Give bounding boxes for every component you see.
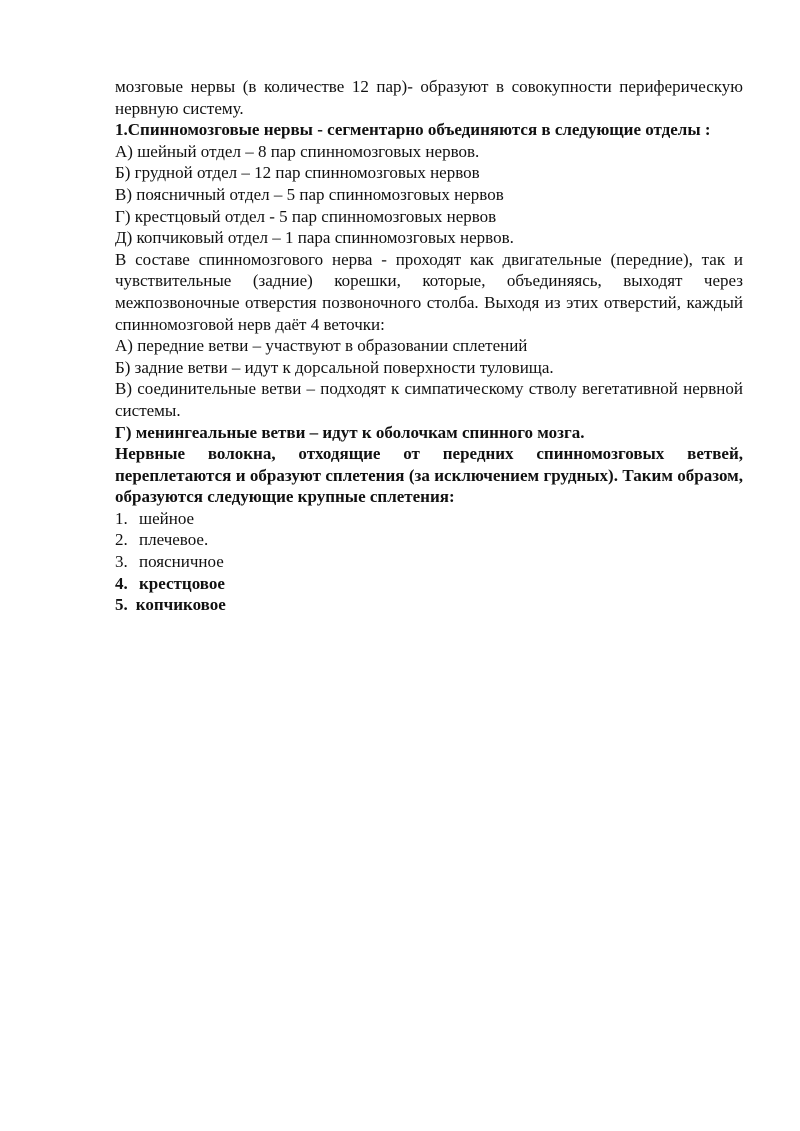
list-item bbox=[115, 551, 743, 573]
list-item bbox=[115, 573, 743, 595]
intro-paragraph: мозговые нервы (в количестве 12 пар)- образуют в совокупности периферическую нервную систему. bbox=[115, 77, 743, 118]
division-cervical: А) шейный отдел – 8 пар спинномозговых нервов. bbox=[115, 141, 480, 161]
list-item-text: шейное bbox=[139, 508, 195, 528]
branch-meningeal: Г) менингеальные ветви – идут к оболочкам спинного мозга. bbox=[115, 422, 585, 442]
division-thoracic: Б) грудной отдел – 12 пар спинномозговых нервов bbox=[115, 163, 480, 183]
list-item bbox=[115, 594, 743, 616]
division-coccygeal: Д) копчиковый отдел – 1 пара спинномозговых нервов. bbox=[115, 228, 514, 248]
nerve-composition-paragraph: В составе спинномозгового нерва - проходят как двигательные (передние), так и чувствительные (задние) корешки, которые, объединяясь, выходят через межпозвоночные отверстия позвоночного столба. Выходя из этих отверстий, каждый спинномозговой нерв даёт 4 веточки: bbox=[115, 249, 743, 334]
list-item bbox=[115, 529, 743, 551]
plexus-list bbox=[115, 508, 743, 616]
division-lumbar: В) поясничный отдел – 5 пар спинномозговых нервов bbox=[115, 184, 504, 204]
plexus-intro-paragraph: Нервные волокна, отходящие от передних спинномозговых ветвей, переплетаются и образуют сплетения (за исключением грудных). Таким образом, образуются следующие крупные сплетения: bbox=[115, 444, 743, 507]
list-item-number: 5. bbox=[115, 595, 128, 615]
list-item-number: 2. bbox=[115, 530, 128, 550]
document-page bbox=[115, 76, 743, 616]
section-heading-spinal-nerves: 1.Спинномозговые нервы - сегментарно объединяются в следующие отделы : bbox=[115, 120, 711, 140]
list-item-number: 4. bbox=[115, 573, 128, 593]
branch-communicating: В) соединительные ветви – подходят к симпатическому стволу вегетативной нервной системы. bbox=[115, 379, 743, 420]
branch-posterior: Б) задние ветви – идут к дорсальной поверхности туловища. bbox=[115, 357, 554, 377]
list-item-number: 3. bbox=[115, 552, 128, 572]
list-item-text: копчиковое bbox=[135, 595, 226, 615]
list-item-text: крестцовое bbox=[139, 573, 225, 593]
list-item-number: 1. bbox=[115, 508, 128, 528]
division-sacral: Г) крестцовый отдел - 5 пар спинномозговых нервов bbox=[115, 206, 497, 226]
branch-anterior: А) передние ветви – участвуют в образовании сплетений bbox=[115, 336, 528, 356]
list-item-text: поясничное bbox=[139, 552, 224, 572]
list-item bbox=[115, 508, 743, 530]
list-item-text: плечевое. bbox=[139, 530, 209, 550]
